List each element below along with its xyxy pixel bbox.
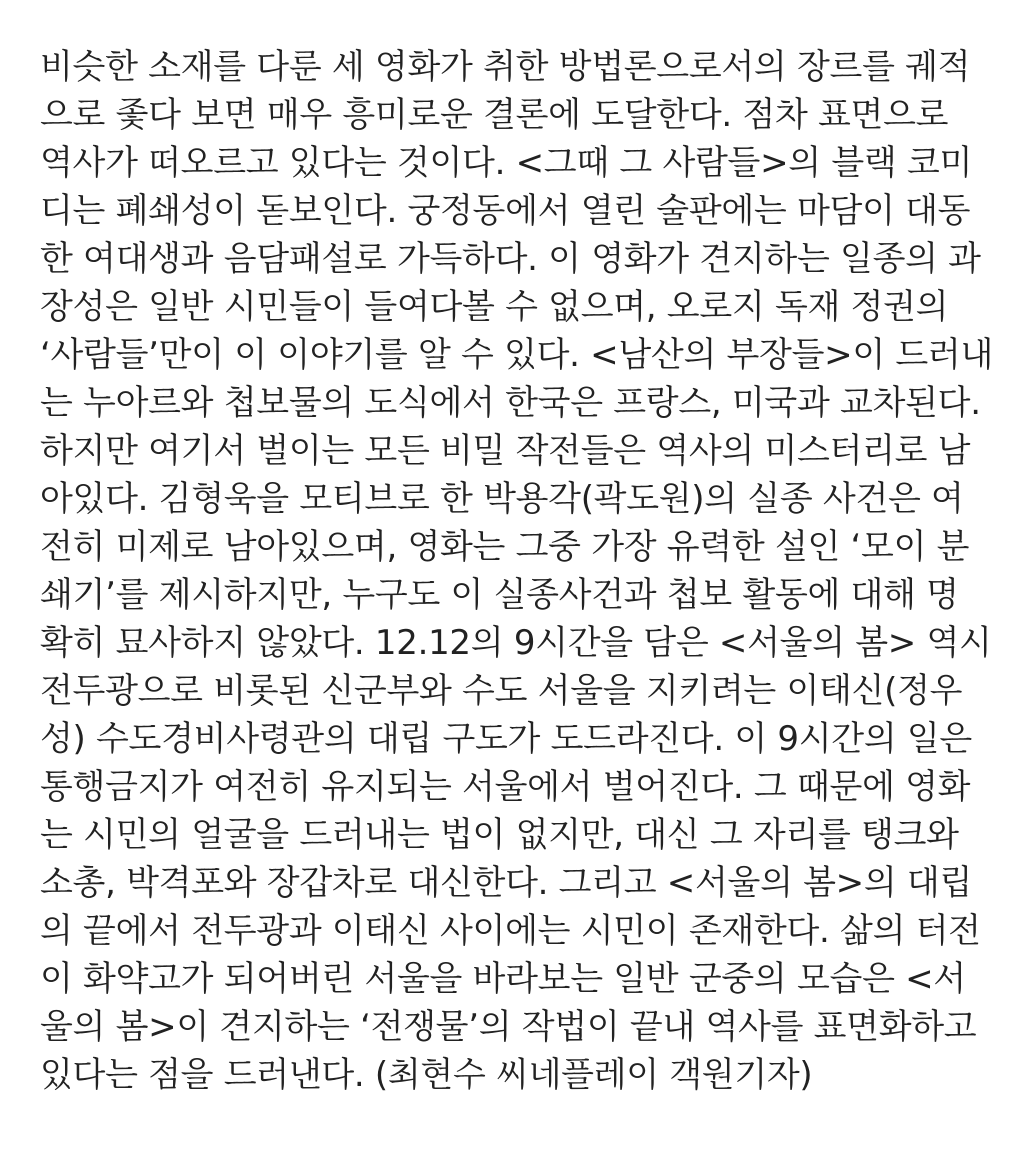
article-line: 확히 묘사하지 않았다. 12.12의 9시간을 담은 <서울의 봄> 역시 bbox=[40, 623, 992, 663]
article-line: 으로 좇다 보면 매우 흥미로운 결론에 도달한다. 점차 표면으로 bbox=[40, 95, 949, 135]
article-line: 역사가 떠오르고 있다는 것이다. <그때 그 사람들>의 블랙 코미 bbox=[40, 143, 972, 183]
article-line: 성) 수도경비사령관의 대립 구도가 도드라진다. 이 9시간의 일은 bbox=[40, 719, 972, 759]
article-line: 이 화약고가 되어버린 서울을 바라보는 일반 군중의 모습은 <서 bbox=[40, 959, 966, 999]
article-line: 전두광으로 비롯된 신군부와 수도 서울을 지키려는 이태신(정우 bbox=[40, 671, 963, 711]
article-line: 디는 폐쇄성이 돋보인다. 궁정동에서 열린 술판에는 마담이 대동 bbox=[40, 191, 971, 231]
article-line: 는 누아르와 첩보물의 도식에서 한국은 프랑스, 미국과 교차된다. bbox=[40, 383, 981, 423]
article-line: 비슷한 소재를 다룬 세 영화가 취한 방법론으로서의 장르를 궤적 bbox=[40, 47, 971, 87]
article-line: 통행금지가 여전히 유지되는 서울에서 벌어진다. 그 때문에 영화 bbox=[40, 767, 971, 807]
article-line: 는 시민의 얼굴을 드러내는 법이 없지만, 대신 그 자리를 탱크와 bbox=[40, 815, 959, 855]
article-line: 하지만 여기서 벌이는 모든 비밀 작전들은 역사의 미스터리로 남 bbox=[40, 431, 971, 471]
article-line: 쇄기’를 제시하지만, 누구도 이 실종사건과 첩보 활동에 대해 명 bbox=[40, 575, 959, 615]
article-line: 아있다. 김형욱을 모티브로 한 박용각(곽도원)의 실종 사건은 여 bbox=[40, 479, 964, 519]
article-line: 있다는 점을 드러낸다. (최현수 씨네플레이 객원기자) bbox=[40, 1055, 813, 1095]
article-line: 전히 미제로 남아있으며, 영화는 그중 가장 유력한 설인 ‘모이 분 bbox=[40, 527, 970, 567]
article-line: 한 여대생과 음담패설로 가득하다. 이 영화가 견지하는 일종의 과 bbox=[40, 239, 981, 279]
article-line: 울의 봄>이 견지하는 ‘전쟁물’의 작법이 끝내 역사를 표면화하고 bbox=[40, 1007, 977, 1047]
article-line: 장성은 일반 시민들이 들여다볼 수 없으며, 오로지 독재 정권의 bbox=[40, 287, 949, 327]
article-line: 의 끝에서 전두광과 이태신 사이에는 시민이 존재한다. 삶의 터전 bbox=[40, 911, 981, 951]
article-line: 소총, 박격포와 장갑차로 대신한다. 그리고 <서울의 봄>의 대립 bbox=[40, 863, 972, 903]
article-line: ‘사람들’만이 이 이야기를 알 수 있다. <남산의 부장들>이 드러내 bbox=[40, 335, 994, 375]
